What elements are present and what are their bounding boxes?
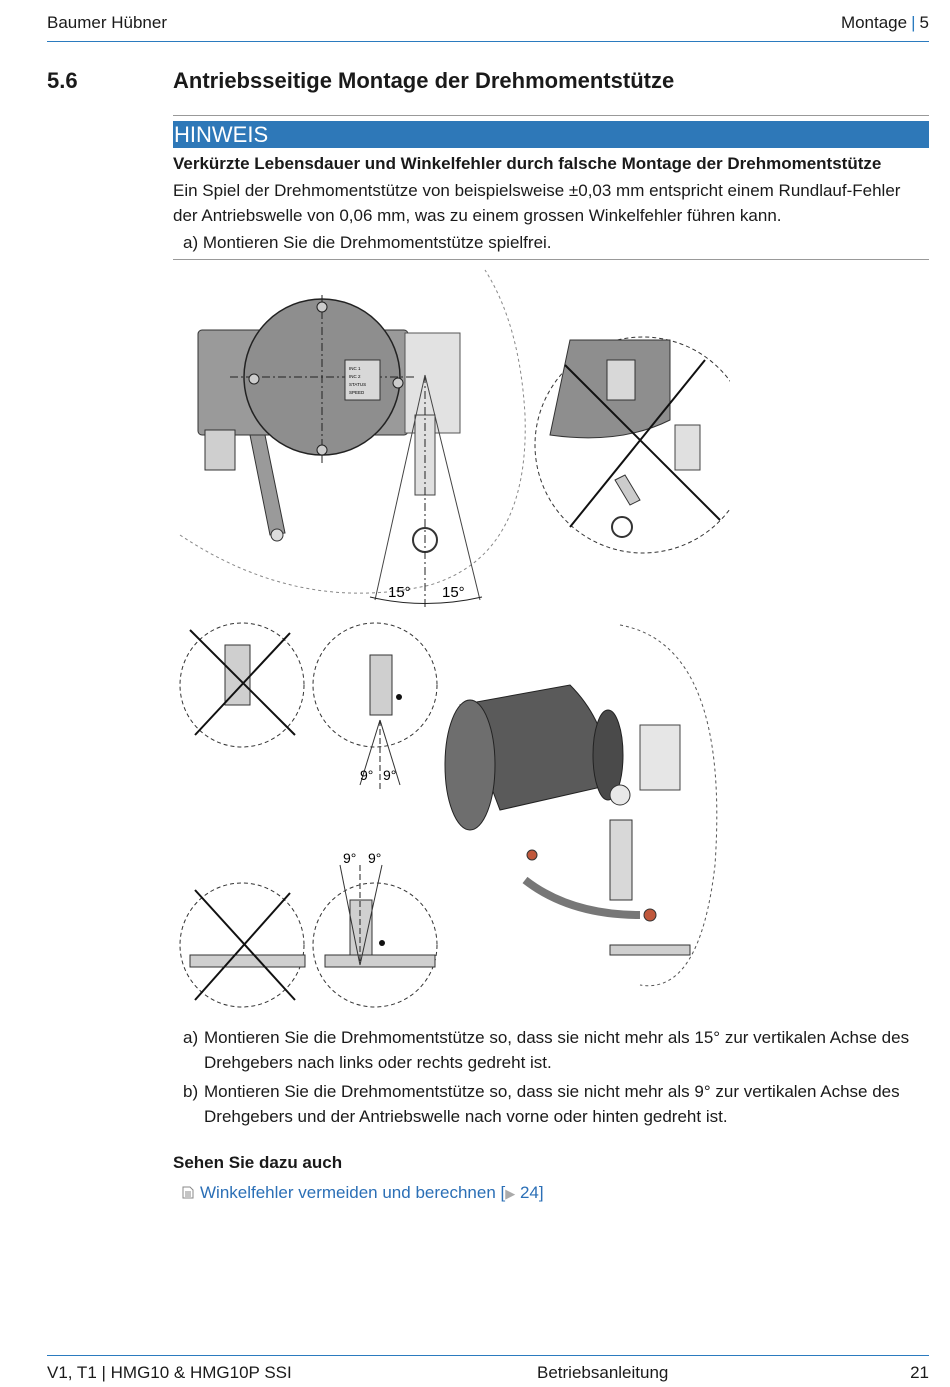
encoder-isometric-view: [445, 625, 717, 986]
page-arrow-icon: ▶: [505, 1186, 516, 1201]
step-b-text: Montieren Sie die Drehmomentstütze so, dass sie nicht mehr als 9° zur vertikalen Achse des Drehgebers und der Antriebswelle nach vorne oder hinten gedreht ist.: [204, 1082, 900, 1126]
notice-headline: Verkürzte Lebensdauer und Winkelfehler durch falsche Montage der Drehmomentstütze: [173, 154, 882, 173]
header-page: 5: [919, 13, 929, 32]
detail-circle-1: [180, 623, 304, 747]
footer-page-number: 21: [910, 1363, 929, 1382]
notice-body: Ein Spiel der Drehmomentstütze von beispielsweise ±0,03 mm entspricht einem Rundlauf-Fehler der Antriebswelle von 0,06 mm, was zu einem grossen Winkelfehler führen kann.: [173, 181, 901, 225]
encoder-front-view: [198, 295, 482, 610]
header-section-name: Montage: [840, 13, 908, 32]
section-title: Antriebsseitige Montage der Drehmomentstütze: [173, 68, 675, 93]
angle-9-a: 9°: [360, 767, 374, 783]
angle-15-right: 15°: [442, 584, 465, 601]
notice-top-rule: [173, 115, 929, 116]
led-label-status: STATUS: [349, 382, 367, 387]
angle-9-b: 9°: [383, 767, 397, 783]
detail-circle-2: [313, 623, 437, 790]
angle-15-left: 15°: [388, 584, 411, 601]
header-rule: [47, 41, 929, 42]
header-company: Baumer Hübner: [47, 13, 168, 32]
angle-9-d: 9°: [368, 850, 382, 866]
notice-item-label: a): [183, 233, 199, 252]
notice-bottom-rule: [173, 259, 929, 260]
led-label-inc2: INC 2: [349, 374, 361, 379]
detail-circle-4: [313, 850, 437, 1007]
notice-item: [183, 233, 552, 253]
footer-document-type: Betriebsanleitung: [537, 1363, 669, 1382]
see-also-heading: Sehen Sie dazu auch: [173, 1153, 343, 1172]
see-also-link-text[interactable]: Winkelfehler vermeiden und berechnen [: [200, 1183, 506, 1202]
notice-item-text: Montieren Sie die Drehmomentstütze spielfrei.: [202, 233, 552, 252]
led-label-speed: SPEED: [349, 390, 365, 395]
step-a-label: a): [183, 1028, 199, 1047]
document-icon: [182, 1186, 194, 1199]
wrong-detail-top: [535, 337, 730, 553]
detail-circle-3: [180, 883, 305, 1007]
header-separator: |: [911, 13, 916, 32]
footer-rule: [47, 1355, 929, 1356]
see-also-link-page[interactable]: 24]: [515, 1183, 544, 1202]
see-also-link[interactable]: [182, 1183, 544, 1203]
header-section: [841, 13, 929, 33]
mounting-figure: [170, 265, 730, 1015]
step-b-label: b): [183, 1082, 199, 1101]
angle-9-c: 9°: [343, 850, 357, 866]
step-a-text: Montieren Sie die Drehmomentstütze so, dass sie nicht mehr als 15° zur vertikalen Achse des Drehgebers nach links oder rechts gedreht ist.: [204, 1028, 910, 1072]
section-number: 5.6: [47, 68, 78, 93]
step-b: [183, 1079, 923, 1129]
notice-label: HINWEIS: [173, 121, 929, 148]
led-label-inc1: INC 1: [349, 366, 361, 371]
footer-product: V1, T1 | HMG10 & HMG10P SSI: [47, 1363, 292, 1382]
step-a: [183, 1025, 923, 1075]
